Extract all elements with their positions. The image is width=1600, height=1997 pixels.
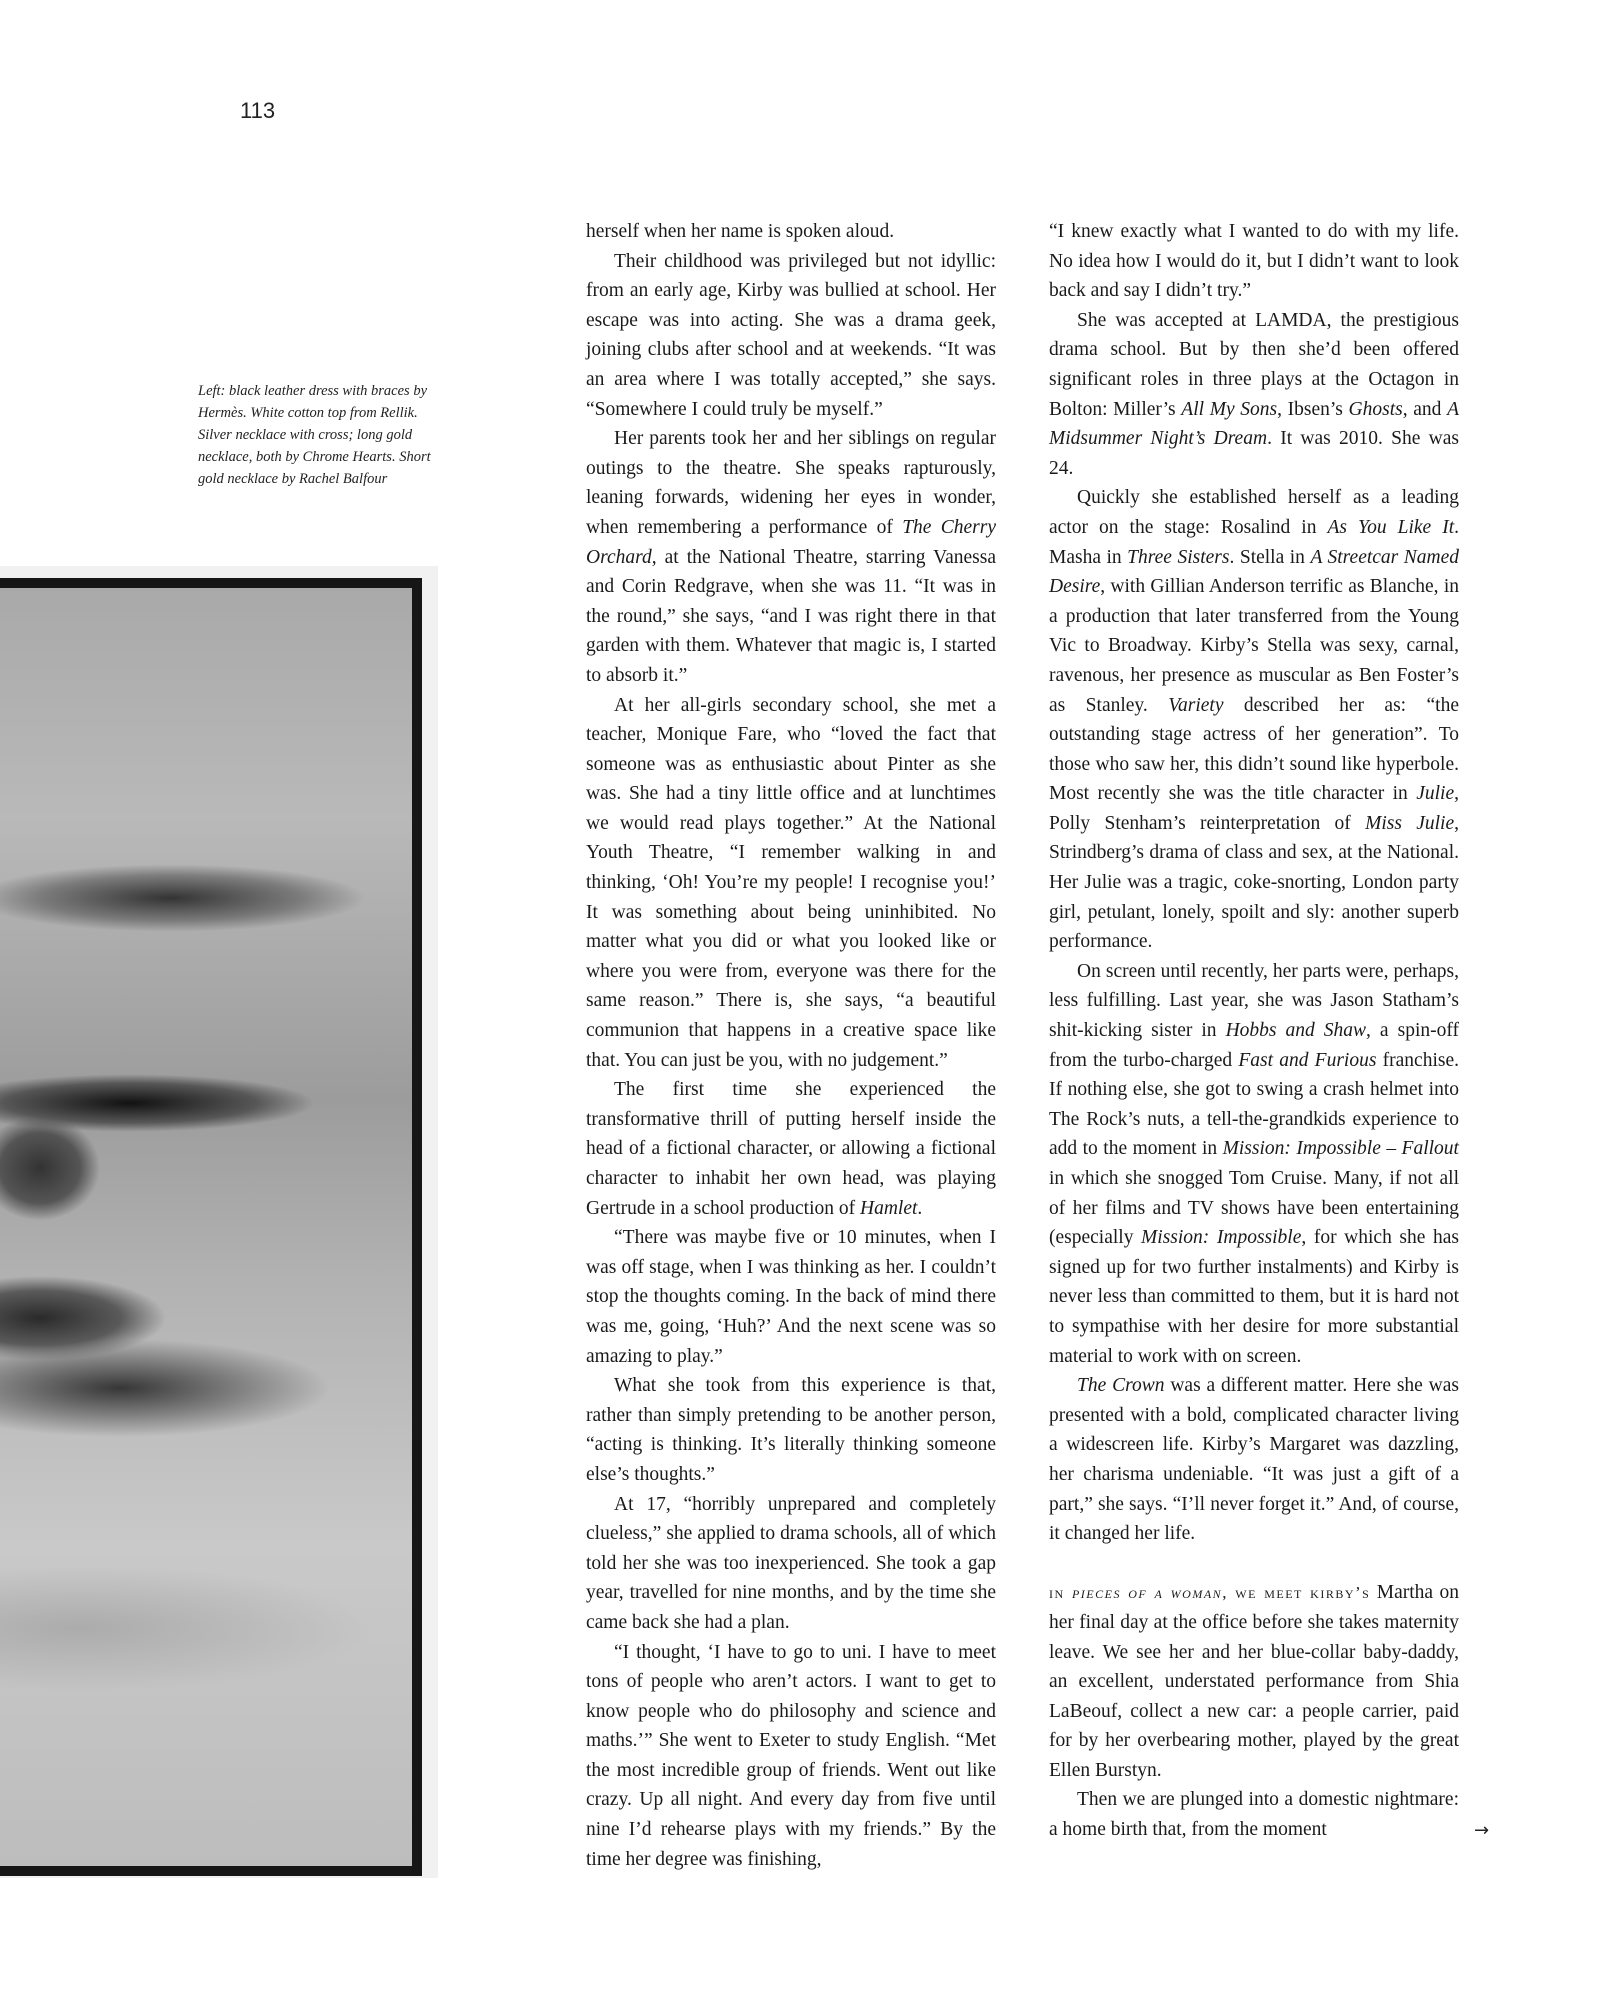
photo-caption: Left: black leather dress with braces by Hermès. White cotton top from Rellik. Silver necklace with cross; long gold necklace, both by Chrome Hearts. Short gold necklace by Rachel Balfour: [198, 383, 431, 487]
page-number: 113: [240, 98, 276, 123]
continue-arrow-icon: →: [1474, 1820, 1490, 1841]
paragraph: At her all-girls secondary school, she met a teacher, Monique Fare, who “loved the fact that someone was as enthusiastic about Pinter as she was. She had a tiny little office and at lunchtimes we would read plays together.” At the National Youth Theatre, “I remember walking in and thinking, ‘Oh! You’re my people! I recognise you!’ It was something about being uninhibited. No matter what you did or what you looked like or where you were from, everyone was there for the same reason.” There is, she says, “a beautiful communion that happens in a creative space like that. You can just be you, with no judgement.”: [586, 694, 996, 1071]
paragraph: She was accepted at LAMDA, the prestigious drama school. But by then she’d been offered significant roles in three plays at the Octagon in Bolton: Miller’s All My Sons, Ibsen’s Ghosts, and A Midsummer Night’s Dream. It was 2010. She was 24.: [1049, 309, 1460, 479]
paragraph: “I knew exactly what I wanted to do with my life. No idea how I would do it, but I didn’t want to look back and say I didn’t try.”: [1049, 221, 1459, 302]
paragraph: The first time she experienced the transformative thrill of putting herself inside the head of a fictional character, or allowing a fictional character to inhabit her own head, was playing Gertrude in a school production of Hamlet.: [586, 1079, 996, 1219]
paragraph: “There was maybe five or 10 minutes, when I was off stage, when I was thinking as her. I couldn’t stop the thoughts coming. In the back of mind there was me, going, ‘Huh?’ And the next scene was so amazing to play.”: [586, 1227, 996, 1367]
article-column-1: [586, 217, 996, 1874]
paragraph: “I thought, ‘I have to go to uni. I have to meet tons of people who aren’t actors. I want to get to know people who do philosophy and science and maths.’” She went to Exeter to study English. “Met the most incredible group of friends. Went out like crazy. Up all night. And every day from five until nine I’d rehearse plays with my friends.” By the time her degree was finishing,: [586, 1641, 996, 1870]
paragraph: What she took from this experience is that, rather than simply pretending to be another person, “acting is thinking. It’s literally thinking someone else’s thoughts.”: [586, 1375, 996, 1485]
photo-eye: [0, 1058, 420, 1238]
paragraph: herself when her name is spoken aloud.: [586, 221, 895, 242]
paragraph: Quickly she established herself as a leading actor on the stage: Rosalind in As You Like It. Masha in Three Sisters. Stella in A Streetcar Named Desire, with Gillian Anderson terrific as Blanche, in a production that later transferred from the Young Vic to Broadway. Kirby’s Stella was sexy, carnal, ravenous, her presence as muscular as Ben Foster’s as Stanley. Variety described her as: “the outstanding stage actress of her generation”. To those who saw her, this didn’t sound like hyperbole. Most recently she was the title character in Julie, Polly Stenham’s reinterpretation of Miss Julie, Strindberg’s drama of class and sex, at the National. Her Julie was a tragic, coke-snorting, London party girl, petulant, lonely, spoilt and sly: another superb performance.: [1049, 487, 1460, 953]
section-lead-paragraph: in pieces of a woman, we meet kirby’s Martha on her final day at the office before she takes maternity leave. We see her and her blue-collar baby-daddy, an excellent, understated performance from Shia LaBeouf, collect a new car: a people carrier, paid for by her overbearing mother, played by the great Ellen Burstyn.: [1049, 1582, 1459, 1781]
paragraph: On screen until recently, her parts were, perhaps, less fulfilling. Last year, she was Jason Statham’s shit-kicking sister in Hobbs and Shaw, a spin-off from the turbo-charged Fast and Furious franchise. If nothing else, she got to swing a crash helmet into The Rock’s nuts, a tell-the-grandkids experience to add to the moment in Mission: Impossible – Fallout in which she snogged Tom Cruise. Many, if not all of her films and TV shows have been entertaining (especially Mission: Impossible, for which she has signed up for two further instalments) and Kirby is never less than committed to them, but it is hard not to sympathise with her desire for more substantial material to work with on screen.: [1049, 960, 1459, 1367]
portrait-photo: [0, 566, 438, 1878]
paragraph: At 17, “horribly unprepared and completely clueless,” she applied to drama schools, all of which told her she was too inexperienced. She took a gap year, travelled for nine months, and by the time she came back she had a plan.: [586, 1493, 996, 1633]
article-column-2: [1049, 217, 1459, 1845]
paragraph: Their childhood was privileged but not idyllic: from an early age, Kirby was bullied at school. Her escape was into acting. She was a drama geek, joining clubs after school and at weekends. “It was an area where I was totally accepted,” she says. “Somewhere I could truly be myself.”: [586, 250, 996, 420]
photo-eyebrow: [0, 838, 400, 958]
paragraph: The Crown was a different matter. Here she was presented with a bold, complicated character living a widescreen life. Kirby’s Margaret was dazzling, her charisma undeniable. “It was just a gift of a part,” she says. “I’ll never forget it.” And, of course, it changed her life.: [1049, 1375, 1459, 1545]
paragraph: Her parents took her and her siblings on regular outings to the theatre. She speaks rapturously, leaning forwards, widening her eyes in wonder, when remembering a performance of The Cherry Orchard, at the National Theatre, starring Vanessa and Corin Redgrave, when she was 11. “It was in the round,” she says, “and I was right there in that garden with them. Whatever that magic is, I started to absorb it.”: [586, 428, 996, 686]
photo-frame: [0, 578, 422, 1876]
paragraph: Then we are plunged into a domestic nightmare: a home birth that, from the moment: [1049, 1789, 1459, 1841]
